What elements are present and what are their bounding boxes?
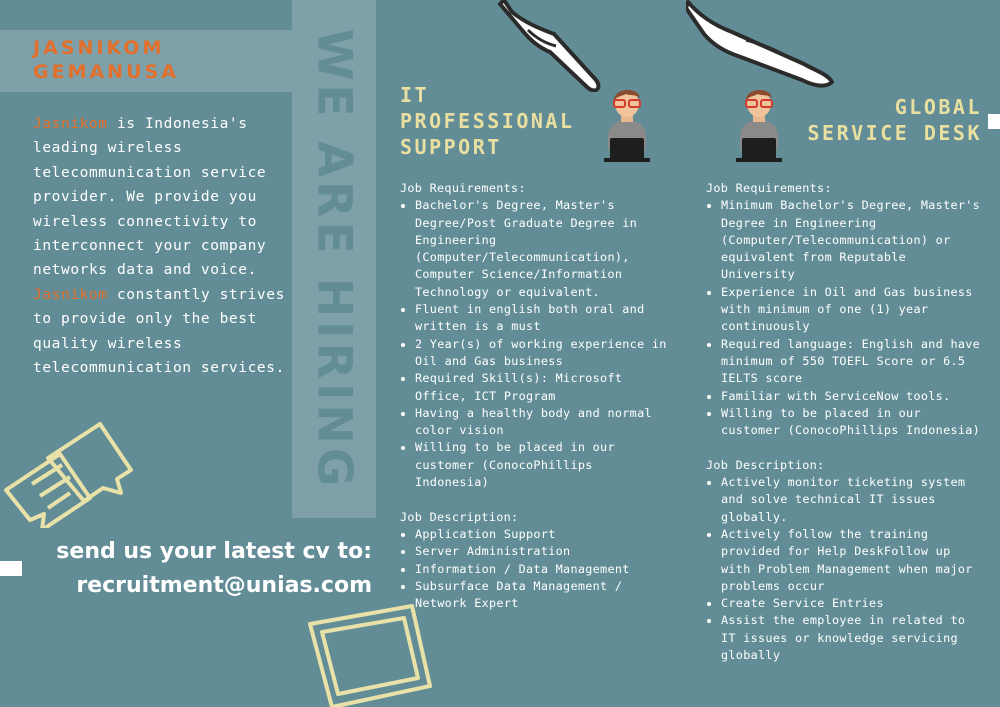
description-list bbox=[400, 526, 672, 612]
list-item: • Information / Data Management bbox=[415, 561, 672, 578]
list-item: • Willing to be placed in our customer (ConocoPhillips Indonesia) bbox=[721, 405, 984, 440]
description-heading: Job Description: bbox=[706, 457, 825, 472]
spacer bbox=[400, 491, 672, 508]
company-about bbox=[33, 112, 285, 380]
list-item: • Familiar with ServiceNow tools. bbox=[721, 388, 984, 405]
requirements-list bbox=[400, 197, 672, 491]
company-name: JASNIKOM GEMANUSA bbox=[33, 37, 179, 83]
vertical-banner bbox=[292, 0, 376, 518]
list-item: • Having a healthy body and normal color vision bbox=[415, 405, 672, 440]
list-item: • Experience in Oil and Gas business with minimum of one (1) year continuously bbox=[721, 284, 984, 336]
title-line: SERVICE DESK bbox=[807, 121, 982, 145]
edge-marker bbox=[0, 561, 22, 576]
position-title-it-support bbox=[400, 82, 605, 160]
list-item: • Bachelor's Degree, Master's Degree/Post Graduate Degree in Engineering (Computer/Telecommunication), Computer Science/Information Technology or equivalent. bbox=[415, 197, 672, 301]
position-title-service-desk bbox=[790, 94, 982, 146]
list-item: • Server Administration bbox=[415, 543, 672, 560]
edge-marker bbox=[988, 114, 1000, 129]
chat-bubbles-icon bbox=[0, 418, 140, 528]
brand-name: Jasnikom bbox=[33, 116, 108, 132]
brand-name: Jasnikom bbox=[33, 286, 108, 303]
description-list bbox=[706, 474, 984, 664]
position-details-it-support bbox=[400, 180, 672, 612]
spacer bbox=[706, 439, 984, 456]
cta-text: send us your latest cv to: bbox=[56, 539, 372, 564]
description-heading: Job Description: bbox=[400, 509, 519, 524]
list-item: • Subsurface Data Management / Network Expert bbox=[415, 578, 672, 613]
list-item: • Willing to be placed in our customer (ConocoPhillips Indonesia) bbox=[415, 439, 672, 491]
list-item: • Required Skill(s): Microsoft Office, ICT Program bbox=[415, 370, 672, 405]
laptop-icon bbox=[300, 600, 440, 707]
recruitment-email[interactable]: recruitment@unias.com bbox=[76, 573, 372, 598]
list-item: • Create Service Entries bbox=[721, 595, 984, 612]
list-item: • Assist the employee in related to IT issues or knowledge servicing globally bbox=[721, 612, 984, 664]
requirements-heading: Job Requirements: bbox=[400, 181, 526, 195]
requirements-heading: Job Requirements: bbox=[706, 181, 832, 195]
list-item: • Fluent in english both oral and written is a must bbox=[415, 301, 672, 336]
list-item: • 2 Year(s) of working experience in Oil and Gas business bbox=[415, 336, 672, 371]
position-details-service-desk bbox=[706, 180, 984, 664]
requirements-list bbox=[706, 197, 984, 439]
list-item: • Application Support bbox=[415, 526, 672, 543]
title-line: GLOBAL bbox=[894, 95, 982, 119]
title-line: IT bbox=[400, 83, 430, 107]
title-line: SUPPORT bbox=[400, 135, 502, 159]
call-to-action bbox=[20, 535, 372, 603]
we-are-hiring-text: WE ARE HIRING bbox=[306, 28, 362, 490]
title-line: PROFESSIONAL bbox=[400, 109, 575, 133]
developer-avatar-icon bbox=[600, 82, 654, 164]
list-item: • Required language: English and have minimum of 550 TOEFL Score or 6.5 IELTS score bbox=[721, 336, 984, 388]
pointing-hand-icon bbox=[686, 0, 836, 90]
about-text-part: is Indonesia's leading wireless telecommunication service provider. We provide you wireless connectivity to interconnect your company networks data and voice. bbox=[33, 116, 267, 279]
list-item: • Actively follow the training provided for Help DeskFollow up with Problem Management when major problems occur bbox=[721, 526, 984, 595]
list-item: • Actively monitor ticketing system and solve technical IT issues globally. bbox=[721, 474, 984, 526]
developer-avatar-icon bbox=[732, 82, 786, 164]
list-item: • Minimum Bachelor's Degree, Master's Degree in Engineering (Computer/Telecommunication) or equivalent from Reputable University bbox=[721, 197, 984, 283]
about-text-part: constantly strives to provide only the best quality wireless telecommunication services. bbox=[33, 286, 285, 377]
pointing-hand-icon bbox=[498, 0, 613, 92]
